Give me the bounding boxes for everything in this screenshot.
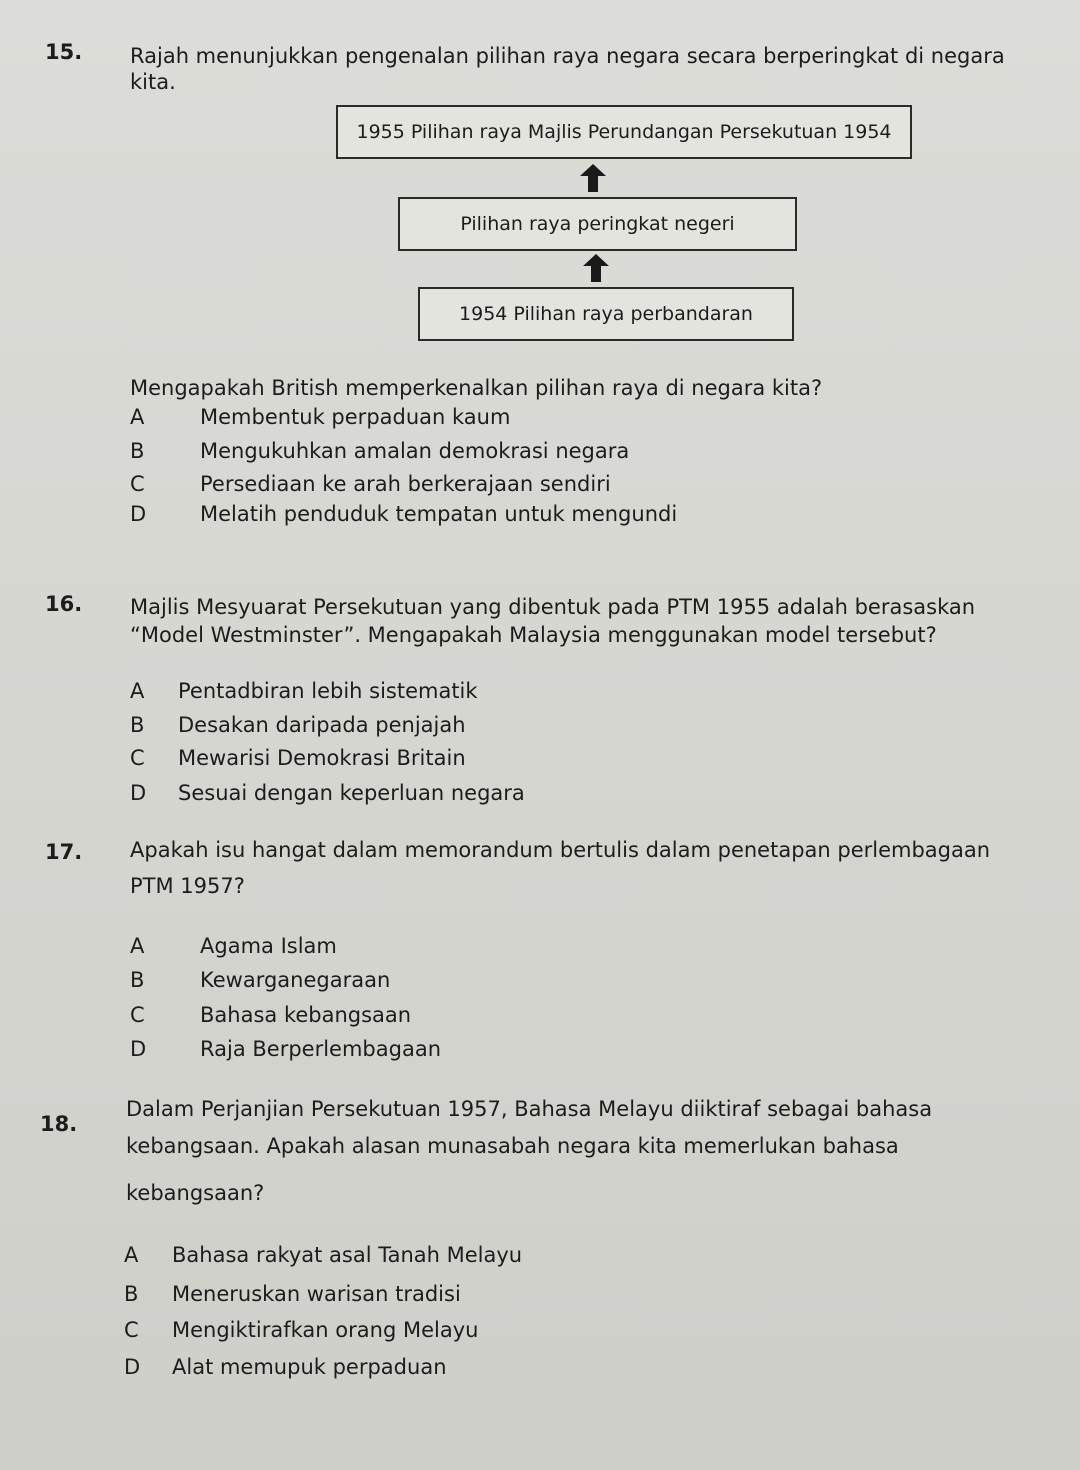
- arrow-up-icon: [581, 252, 611, 284]
- question-16-number: 16.: [45, 592, 83, 616]
- q17-option-a[interactable]: [130, 934, 337, 958]
- option-text: Kewarganegaraan: [200, 968, 391, 992]
- q15-option-a[interactable]: [130, 405, 510, 429]
- option-letter: D: [130, 781, 147, 805]
- option-text: Bahasa kebangsaan: [200, 1003, 412, 1027]
- option-letter: B: [124, 1282, 139, 1306]
- option-letter: B: [130, 713, 145, 737]
- q16-option-b[interactable]: [130, 713, 466, 737]
- diagram-box-state-election-label: Pilihan raya peringkat negeri: [460, 213, 735, 235]
- q17-option-b[interactable]: [130, 968, 390, 992]
- option-letter: A: [130, 934, 145, 958]
- option-letter: C: [130, 472, 145, 496]
- option-text: Meneruskan warisan tradisi: [172, 1282, 461, 1306]
- option-letter: B: [130, 968, 145, 992]
- q15-option-d[interactable]: [130, 502, 677, 526]
- question-15-text-line1: Rajah menunjukkan pengenalan pilihan raya negara secara berperingkat di negara: [130, 44, 1005, 68]
- option-letter: C: [124, 1318, 139, 1342]
- q18-option-d[interactable]: [124, 1355, 447, 1379]
- diagram-box-state-election: [398, 197, 797, 251]
- q16-option-c[interactable]: [130, 746, 466, 770]
- diagram-box-federal-election: [336, 105, 912, 159]
- option-text: Desakan daripada penjajah: [178, 713, 466, 737]
- option-letter: C: [130, 746, 145, 770]
- option-text: Sesuai dengan keperluan negara: [178, 781, 525, 805]
- option-text: Persediaan ke arah berkerajaan sendiri: [200, 472, 611, 496]
- option-letter: A: [130, 405, 145, 429]
- q15-option-b[interactable]: [130, 439, 629, 463]
- option-letter: D: [130, 1037, 147, 1061]
- option-text: Mengukuhkan amalan demokrasi negara: [200, 439, 630, 463]
- arrow-up-icon: [578, 162, 608, 194]
- q16-option-d[interactable]: [130, 781, 525, 805]
- q18-option-a[interactable]: [124, 1243, 522, 1267]
- question-15-prompt: Mengapakah British memperkenalkan pilihan raya di negara kita?: [130, 376, 823, 400]
- option-letter: A: [124, 1243, 139, 1267]
- option-text: Pentadbiran lebih sistematik: [178, 679, 478, 703]
- option-text: Mewarisi Demokrasi Britain: [178, 746, 466, 770]
- diagram-box-federal-election-label: 1955 Pilihan raya Majlis Perundangan Persekutuan 1954: [356, 121, 892, 143]
- q17-option-c[interactable]: [130, 1003, 411, 1027]
- option-text: Melatih penduduk tempatan untuk mengundi: [200, 502, 678, 526]
- question-18-text-line2: kebangsaan. Apakah alasan munasabah negara kita memerlukan bahasa: [126, 1134, 899, 1158]
- q15-option-c[interactable]: [130, 472, 611, 496]
- question-18-text-line1: Dalam Perjanjian Persekutuan 1957, Bahasa Melayu diiktiraf sebagai bahasa: [126, 1097, 933, 1121]
- question-15-number: 15.: [45, 40, 83, 64]
- q17-option-d[interactable]: [130, 1037, 441, 1061]
- question-18-number: 18.: [40, 1112, 78, 1136]
- option-letter: D: [130, 502, 147, 526]
- q18-option-b[interactable]: [124, 1282, 461, 1306]
- question-18-text-line3: kebangsaan?: [126, 1181, 265, 1205]
- question-17-text-line2: PTM 1957?: [130, 874, 245, 898]
- question-15-text-line2: kita.: [130, 70, 176, 94]
- option-letter: D: [124, 1355, 141, 1379]
- diagram-box-municipal-election-label: 1954 Pilihan raya perbandaran: [459, 303, 753, 325]
- option-text: Raja Berperlembagaan: [200, 1037, 442, 1061]
- option-letter: C: [130, 1003, 145, 1027]
- option-text: Mengiktirafkan orang Melayu: [172, 1318, 479, 1342]
- q18-option-c[interactable]: [124, 1318, 478, 1342]
- option-text: Bahasa rakyat asal Tanah Melayu: [172, 1243, 523, 1267]
- diagram-box-municipal-election: [418, 287, 794, 341]
- option-text: Agama Islam: [200, 934, 337, 958]
- option-letter: B: [130, 439, 145, 463]
- option-text: Membentuk perpaduan kaum: [200, 405, 511, 429]
- option-letter: A: [130, 679, 145, 703]
- option-text: Alat memupuk perpaduan: [172, 1355, 447, 1379]
- question-17-text-line1: Apakah isu hangat dalam memorandum bertulis dalam penetapan perlembagaan: [130, 838, 991, 862]
- question-17-number: 17.: [45, 840, 83, 864]
- question-16-text-line1: Majlis Mesyuarat Persekutuan yang dibentuk pada PTM 1955 adalah berasaskan: [130, 595, 976, 619]
- q16-option-a[interactable]: [130, 679, 478, 703]
- question-16-text-line2: “Model Westminster”. Mengapakah Malaysia menggunakan model tersebut?: [130, 623, 937, 647]
